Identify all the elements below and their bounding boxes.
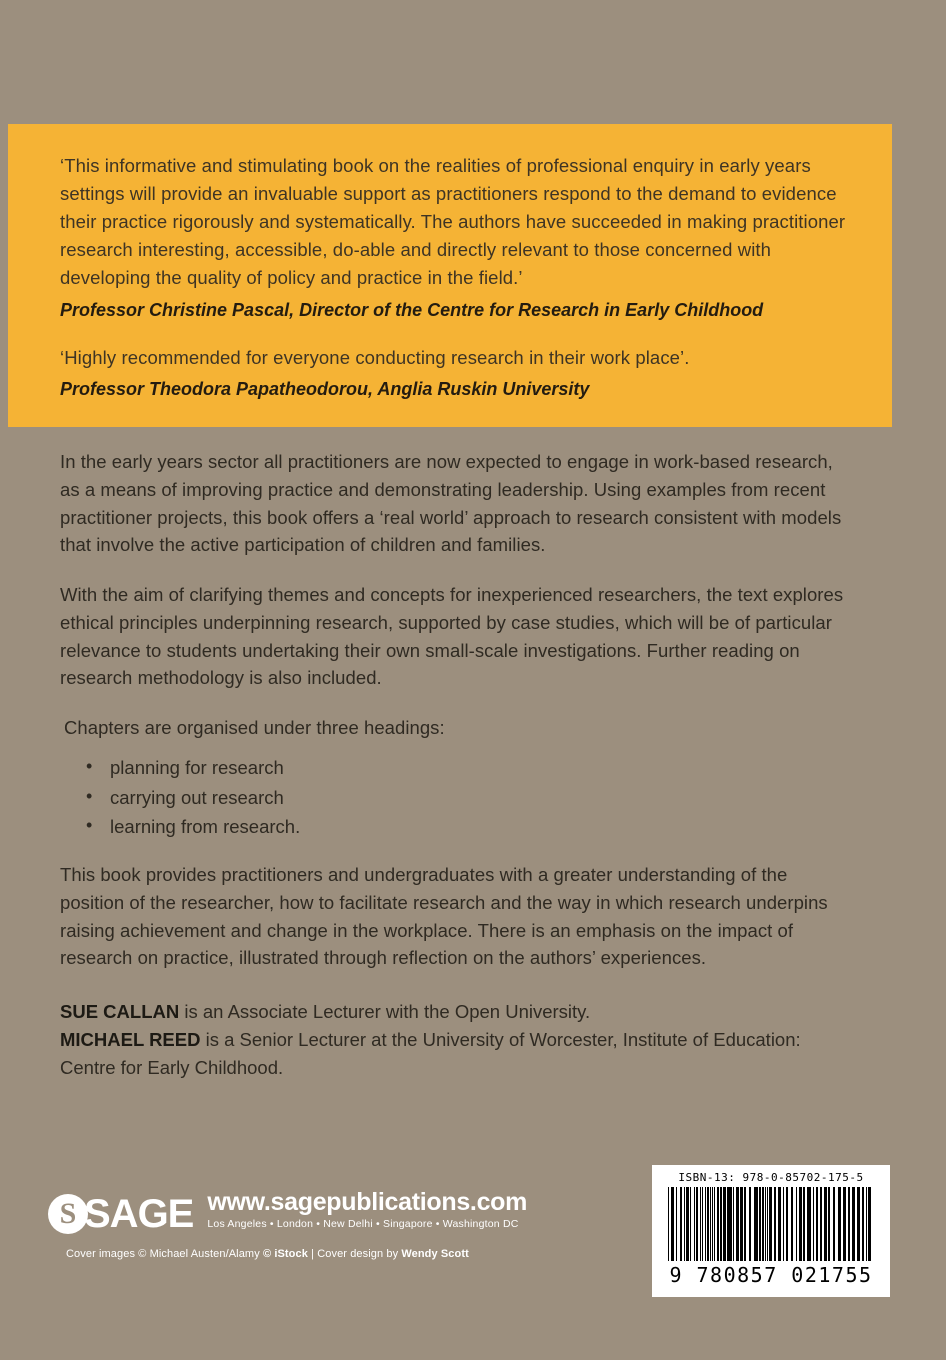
publisher-cities: Los Angeles • London • New Delhi • Singapore • Washington DC (207, 1218, 519, 1230)
publisher-url[interactable]: www.sagepublications.com (207, 1188, 528, 1216)
isbn-label: ISBN-13: 978-0-85702-175-5 (678, 1171, 864, 1184)
sage-wordmark: SAGE (84, 1191, 194, 1236)
publisher-block (48, 1188, 528, 1260)
author-bio-1 (60, 998, 860, 1026)
author-bio-2 (60, 1026, 860, 1082)
praise-panel (8, 124, 892, 427)
cover-credits (66, 1248, 488, 1260)
author-bios (60, 998, 860, 1081)
praise-quote-2: ‘Highly recommended for everyone conducting research in their work place’. (60, 346, 690, 368)
blurb-paragraph-1: In the early years sector all practitioners are now expected to engage in work-based research, as a means of improving practice and demonstrating leadership. Using examples from recent practitioner projects, this book offers a ‘real world’ approach to research consistent with models that involve the active participation of children and families. (60, 451, 842, 556)
author-name-1: SUE CALLAN (60, 1001, 180, 1022)
blurb-section (60, 448, 856, 994)
author-desc-1: is an Associate Lecturer with the Open University. (179, 1001, 591, 1022)
credits-middle: | Cover design by (307, 1247, 402, 1260)
list-item: • carrying out research (86, 784, 856, 812)
credits-prefix: Cover images © Michael Austen/Alamy (66, 1247, 263, 1260)
list-item: • learning from research. (86, 813, 856, 841)
sage-logo (48, 1191, 194, 1236)
blurb-paragraph-2: With the aim of clarifying themes and concepts for inexperienced researchers, the text explores ethical principles underpinning research, supported by case studies, which will be of particular relevance to students undertaking their own small-scale investigations. Further reading on research methodology is also included. (60, 584, 844, 689)
chapter-bullet-list (60, 754, 856, 841)
credits-istock: © iStock (262, 1247, 308, 1260)
barcode-block (652, 1165, 890, 1297)
barcode-bars (668, 1187, 874, 1261)
author-desc-2: is a Senior Lecturer at the University of Worcester, Institute of Education: Centre for Early Childhood. (60, 1028, 801, 1078)
praise-quote-1: ‘This informative and stimulating book on the realities of professional enquiry in early years settings will provide an invaluable support as practitioners respond to the demand to evidence their practice rigorously and systematically. The authors have succeeded in making practitioner research interesting, accessible, do-able and directly relevant to those concerned with developing the quality of policy and practice in the field.’ (60, 155, 846, 289)
praise-attribution-1: Professor Christine Pascal, Director of the Centre for Research in Early Childhood (60, 299, 764, 320)
list-item: • planning for research (86, 754, 856, 782)
author-name-2: MICHAEL REED (60, 1028, 201, 1050)
sage-mark-icon: S (48, 1194, 88, 1234)
credits-designer: Wendy Scott (401, 1247, 469, 1260)
blurb-paragraph-3: This book provides practitioners and undergraduates with a greater understanding of the position of the researcher, how to facilitate research and the way in which research underpins raising achievement and change in the workplace. There is an emphasis on the impact of research on practice, illustrated through reflection on the authors’ experiences. (60, 864, 828, 969)
barcode-digits: 9 780857 021755 (669, 1263, 873, 1287)
chapters-intro: Chapters are organised under three headings: (64, 717, 445, 738)
praise-attribution-2: Professor Theodora Papatheodorou, Anglia Ruskin University (60, 379, 590, 400)
